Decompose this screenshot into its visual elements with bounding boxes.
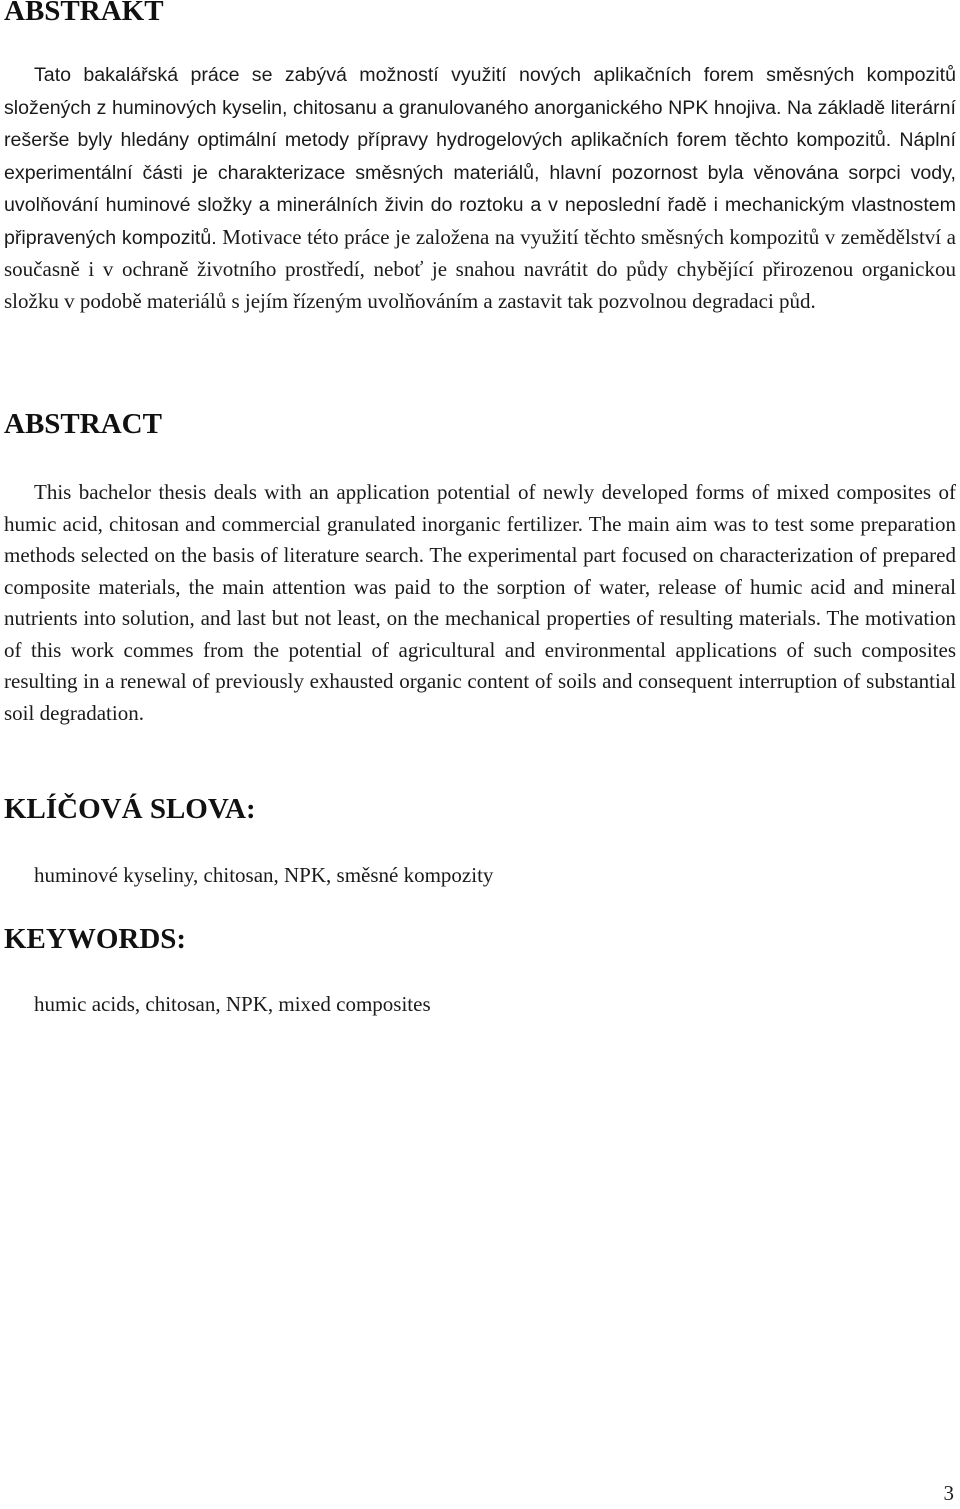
- abstrakt-text-sans: Tato bakalářská práce se zabývá možností využití nových aplikačních forem směsných kompozitů složených z huminových kyselin, chitosanu a granulovaného anorganického NPK hnojiva. Na základě literární rešerše byly hledány optimální metody přípravy hydrogelových aplikačních forem těchto kompozitů. Náplní experimentální části je charakterizace směsných materiálů, hlavní pozornost byla věnována sorpci vody, uvolňování huminové složky a minerálních živin do roztoku a v neposlední řadě i mechanickým vlastnostem připravených kompozitů.: [4, 64, 956, 249]
- abstract-body: [4, 477, 956, 729]
- abstrakt-section: [4, 0, 956, 28]
- keywords-heading: KEYWORDS:: [4, 923, 187, 955]
- abstrakt-paragraph: [4, 59, 956, 317]
- keywords-body: [4, 989, 956, 1021]
- abstrakt-body: [4, 59, 956, 317]
- klicova-slova-body: [4, 860, 956, 892]
- klicova-slova-heading: KLÍČOVÁ SLOVA:: [4, 793, 256, 825]
- abstrakt-text-serif: Motivace této práce je založena na využití těchto směsných kompozitů v zemědělství a současně i v ochraně životního prostředí, neboť je snahou navrátit do půdy chybějící přirozenou organickou složku v podobě materiálů s jejím řízeným uvolňováním a zastavit tak pozvolnou degradaci půd.: [4, 224, 956, 313]
- klicova-slova-section: [4, 792, 956, 826]
- abstract-paragraph: This bachelor thesis deals with an application potential of newly developed forms of mixed composites of humic acid, chitosan and commercial granulated inorganic fertilizer. The main aim was to test some preparation methods selected on the basis of literature search. The experimental part focused on characterization of prepared composite materials, the main attention was paid to the sorption of water, release of humic acid and mineral nutrients into solution, and last but not least, on the mechanical properties of resulting materials. The motivation of this work commes from the potential of agricultural and environmental applications of such composites resulting in a renewal of previously exhausted organic content of soils and consequent interruption of substantial soil degradation.: [4, 480, 956, 725]
- keywords-section: [4, 922, 956, 956]
- page-number: 3: [943, 1481, 954, 1505]
- klicova-slova-text: huminové kyseliny, chitosan, NPK, směsné kompozity: [34, 863, 494, 887]
- abstract-section: [4, 407, 956, 441]
- abstract-heading: ABSTRACT: [4, 408, 162, 440]
- keywords-text: humic acids, chitosan, NPK, mixed composites: [34, 992, 431, 1016]
- abstrakt-heading: ABSTRAKT: [4, 0, 164, 27]
